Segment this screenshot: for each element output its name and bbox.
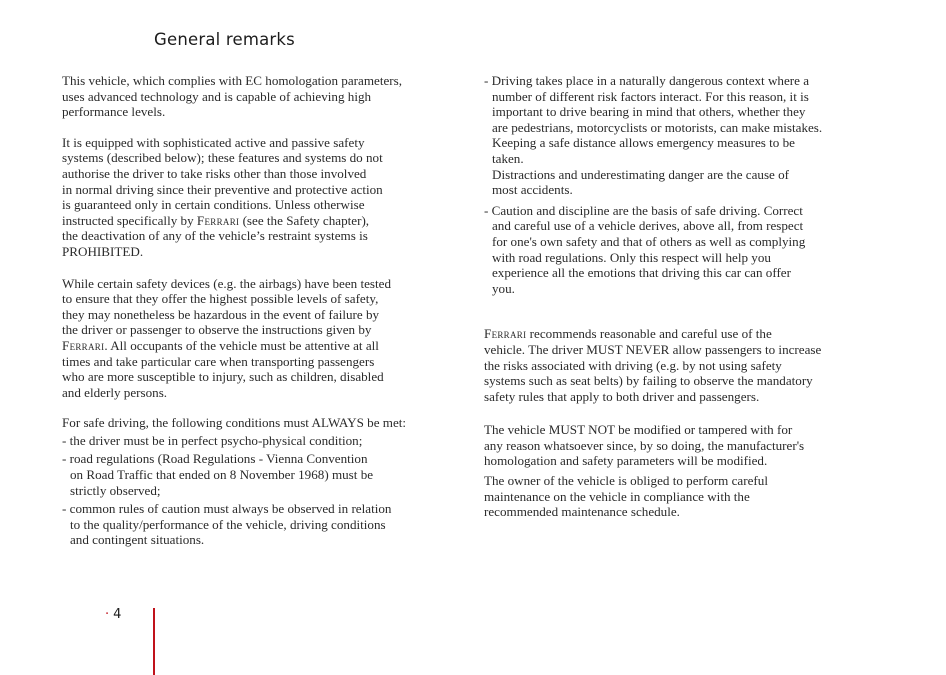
maintenance-paragraph — [484, 473, 876, 520]
text-line: vehicle. The driver MUST NEVER allow passengers to increase — [484, 341, 822, 357]
text-fragment: (see the Safety chapter), — [239, 212, 370, 228]
page-number — [105, 607, 121, 622]
recommendation-paragraph — [484, 326, 876, 404]
text-line: strictly observed; — [70, 482, 161, 498]
list-item — [62, 501, 452, 548]
text-line: they may nonetheless be hazardous in the event of failure by — [62, 306, 380, 322]
text-line: taken. — [492, 150, 524, 166]
text-line — [484, 326, 876, 342]
text-line: The vehicle MUST NOT be modified or tampered with for — [484, 422, 793, 438]
text-line: - road regulations (Road Regulations - Vienna Convention — [62, 451, 368, 467]
text-line: to ensure that they offer the highest possible levels of safety, — [62, 291, 379, 307]
text-line: the deactivation of any of the vehicle’s restraint systems is — [62, 228, 368, 244]
page-bullet: · — [105, 607, 110, 622]
text-line: While certain safety devices (e.g. the airbags) have been tested — [62, 275, 392, 291]
text-line: recommended maintenance schedule. — [484, 504, 680, 520]
text-line: authorise the driver to take risks other than those involved — [62, 165, 367, 181]
text-line: to the quality/performance of the vehicle, driving conditions — [70, 516, 386, 532]
brand-name: Ferrari — [484, 326, 527, 342]
text-line: experience all the emotions that driving this car can offer — [492, 265, 791, 281]
text-line: Keeping a safe distance allows emergency measures to be — [492, 135, 795, 151]
safety-systems-paragraph — [62, 135, 452, 260]
text-line: and careful use of a vehicle derives, above all, from respect — [492, 218, 804, 234]
text-fragment: . All occupants of the vehicle must be attentive at all — [104, 337, 379, 353]
safe-driving-intro — [62, 415, 452, 431]
text-line: - common rules of caution must always be observed in relation — [62, 501, 392, 517]
text-fragment: instructed specifically by — [62, 212, 197, 228]
brand-name: Ferrari — [62, 337, 105, 353]
brand-name: Ferrari — [196, 212, 240, 228]
text-line: who are more susceptible to injury, such as children, disabled — [62, 369, 384, 385]
text-line: are pedestrians, motorcyclists or motorists, can make mistakes. — [492, 119, 823, 135]
text-line: This vehicle, which complies with EC homologation parameters, — [62, 73, 402, 88]
text-line: any reason whatsoever since, by so doing, the manufacturer's — [484, 437, 805, 453]
list-item — [62, 433, 452, 449]
page-number-value: 4 — [113, 607, 122, 622]
text-line: maintenance on the vehicle in compliance with the — [484, 488, 750, 504]
text-line: For safe driving, the following conditions must ALWAYS be met: — [62, 415, 407, 431]
text-line: systems such as seat belts) by failing to observe the mandatory — [484, 373, 813, 389]
intro-paragraph — [62, 73, 452, 120]
text-line: - Caution and discipline are the basis of safe driving. Correct — [484, 202, 803, 218]
text-line: - Driving takes place in a naturally dangerous context where a — [484, 73, 810, 88]
text-line: the driver or passenger to observe the instructions given by — [62, 322, 372, 338]
text-line: important to drive bearing in mind that others, whether they — [492, 104, 806, 120]
modification-paragraph — [484, 422, 876, 469]
text-line: It is equipped with sophisticated active and passive safety — [62, 134, 365, 150]
text-line: with road regulations. Only this respect will help you — [492, 249, 771, 265]
text-line: and contingent situations. — [70, 532, 205, 548]
text-line: times and take particular care when transporting passengers — [62, 353, 375, 369]
text-line: performance levels. — [62, 104, 166, 120]
left-column — [62, 73, 452, 548]
text-line: most accidents. — [492, 182, 573, 198]
text-line: PROHIBITED. — [62, 243, 144, 259]
right-column — [484, 73, 876, 520]
text-line — [62, 338, 452, 354]
page-title: General remarks — [154, 30, 295, 49]
text-line: uses advanced technology and is capable of achieving high — [62, 88, 372, 104]
list-item — [62, 451, 452, 498]
text-fragment: recommends reasonable and careful use of the — [526, 326, 772, 342]
text-line: The owner of the vehicle is obliged to perform careful — [484, 473, 768, 489]
text-line: and elderly persons. — [62, 384, 168, 400]
list-item — [484, 73, 876, 198]
text-line: Distractions and underestimating danger are the cause of — [492, 166, 790, 182]
text-line: - the driver must be in perfect psycho-physical condition; — [62, 432, 363, 448]
text-line: is guaranteed only in certain conditions. Unless otherwise — [62, 197, 365, 213]
text-line: homologation and safety parameters will be modified. — [484, 453, 768, 469]
page-margin-rule — [153, 608, 155, 675]
text-line: on Road Traffic that ended on 8 November 1968) must be — [70, 467, 374, 483]
text-line: safety rules that apply to both driver and passengers. — [484, 388, 760, 404]
safety-devices-paragraph — [62, 276, 452, 401]
text-line: number of different risk factors interact. For this reason, it is — [492, 88, 809, 104]
text-line: systems (described below); these features and systems do not — [62, 150, 383, 166]
text-line — [62, 213, 452, 229]
text-line: for one's own safety and that of others as well as complying — [492, 233, 806, 249]
list-item — [484, 203, 876, 297]
text-line: the risks associated with driving (e.g. by not using safety — [484, 357, 782, 373]
text-line: you. — [492, 280, 515, 296]
text-line: in normal driving since their preventive and protective action — [62, 181, 383, 197]
